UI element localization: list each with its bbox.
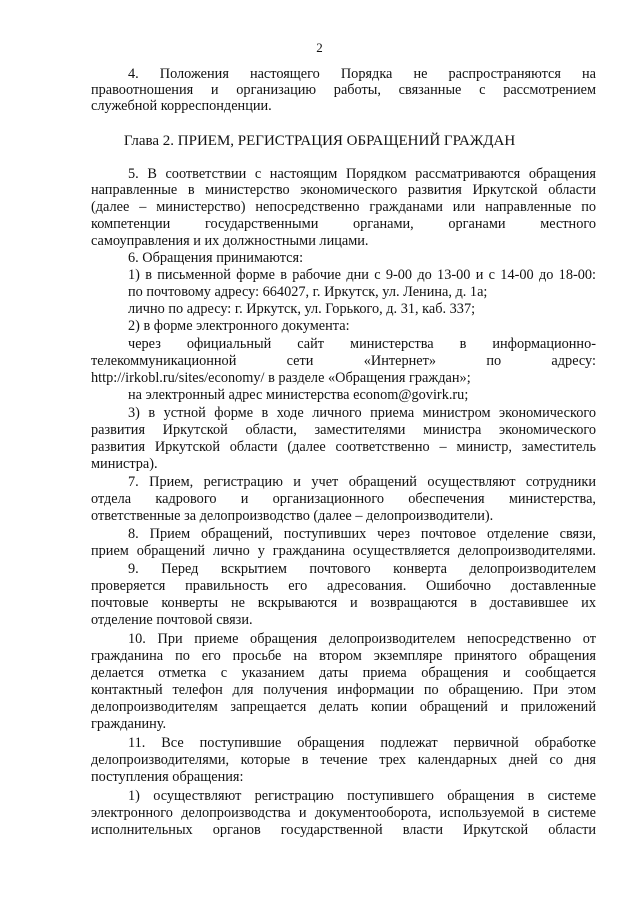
text-line: по почтовому адресу: 664027, г. Иркутск, ул. Ленина, д. 1а; bbox=[128, 284, 488, 300]
text-line: через официальный сайт министерства в информационно- bbox=[128, 336, 596, 352]
text-line: развития Иркутской области, заместителями министра экономического bbox=[91, 422, 596, 438]
text-line: министра). bbox=[91, 456, 158, 472]
text-line: электронного делопроизводства и документооборота, используемой в системе bbox=[91, 805, 596, 821]
page-number: 2 bbox=[316, 40, 323, 55]
text-line: отдела кадрового и организационного обеспечения министерства, bbox=[91, 491, 596, 507]
text-line: 11. Все поступившие обращения подлежат первичной обработке bbox=[128, 735, 596, 751]
text-line: правоотношения и организацию работы, связанные с рассмотрением bbox=[91, 82, 596, 98]
text-line: компетенции государственными органами, органами местного bbox=[91, 216, 596, 232]
text-line: 8. Прием обращений, поступивших через почтовое отделение связи, bbox=[128, 526, 596, 542]
text-line: 1) осуществляют регистрацию поступившего обращения в системе bbox=[128, 788, 596, 804]
text-line: 9. Перед вскрытием почтового конверта делопроизводителем bbox=[128, 561, 596, 577]
text-line: развития Иркутской области (далее соответственно – министр, заместитель bbox=[91, 439, 596, 455]
text-line: 5. В соответствии с настоящим Порядком рассматриваются обращения bbox=[128, 166, 596, 182]
text-line: 4. Положения настоящего Порядка не распространяются на bbox=[128, 66, 596, 82]
text-line: поступления обращения: bbox=[91, 769, 244, 785]
text-line: гражданину. bbox=[91, 716, 167, 732]
text-line: почтовые конверты не вскрываются и возвращаются в доставившее их bbox=[91, 595, 596, 611]
text-line: телекоммуникационной сети «Интернет» по адресу: bbox=[91, 353, 596, 369]
text-line: 3) в устной форме в ходе личного приема министром экономического bbox=[128, 405, 596, 421]
text-line: 7. Прием, регистрацию и учет обращений осуществляют сотрудники bbox=[128, 474, 596, 490]
text-line: отделение почтовой связи. bbox=[91, 612, 253, 628]
text-line: 1) в письменной форме в рабочие дни с 9-00 до 13-00 и с 14-00 до 18-00: bbox=[128, 267, 596, 283]
text-line: контактный телефон для получения информации по обращению. При этом bbox=[91, 682, 596, 698]
text-line: самоуправления и их должностными лицами. bbox=[91, 233, 369, 249]
text-line: делопроизводителями, которые в течение трех календарных дней со дня bbox=[91, 752, 596, 768]
text-line: http://irkobl.ru/sites/economy/ в разделе «Обращения граждан»; bbox=[91, 370, 471, 386]
text-line: проверяется правильность его адресования. Ошибочно доставленные bbox=[91, 578, 596, 594]
text-line: делопроизводителям запрещается делать копии обращений и приложений bbox=[91, 699, 596, 715]
text-line: исполнительных органов государственной власти Иркутской области bbox=[91, 822, 596, 838]
text-line: гражданина по его просьбе на втором экземпляре принятого обращения bbox=[91, 648, 596, 664]
chapter-heading: Глава 2. ПРИЕМ, РЕГИСТРАЦИЯ ОБРАЩЕНИЙ ГРАЖДАН bbox=[123, 133, 516, 149]
text-line: 6. Обращения принимаются: bbox=[128, 250, 304, 266]
text-line: служебной корреспонденции. bbox=[91, 98, 272, 114]
text-line: на электронный адрес министерства econom@govirk.ru; bbox=[128, 387, 469, 403]
text-line: направленные в министерство экономического развития Иркутской области bbox=[91, 182, 596, 198]
text-line: 10. При приеме обращения делопроизводителем непосредственно от bbox=[128, 631, 596, 647]
text-line: делается отметка с указанием даты приема обращения и сообщается bbox=[91, 665, 596, 681]
text-line: (далее – министерство) непосредственно гражданами или направленные по bbox=[91, 199, 596, 215]
text-line: ответственные за делопроизводство (далее – делопроизводители). bbox=[91, 508, 494, 524]
text-line: 2) в форме электронного документа: bbox=[128, 318, 350, 334]
text-line: прием обращений лично у гражданина осуществляется делопроизводителями. bbox=[91, 543, 596, 559]
text-line: лично по адресу: г. Иркутск, ул. Горького, д. 31, каб. 337; bbox=[128, 301, 476, 317]
